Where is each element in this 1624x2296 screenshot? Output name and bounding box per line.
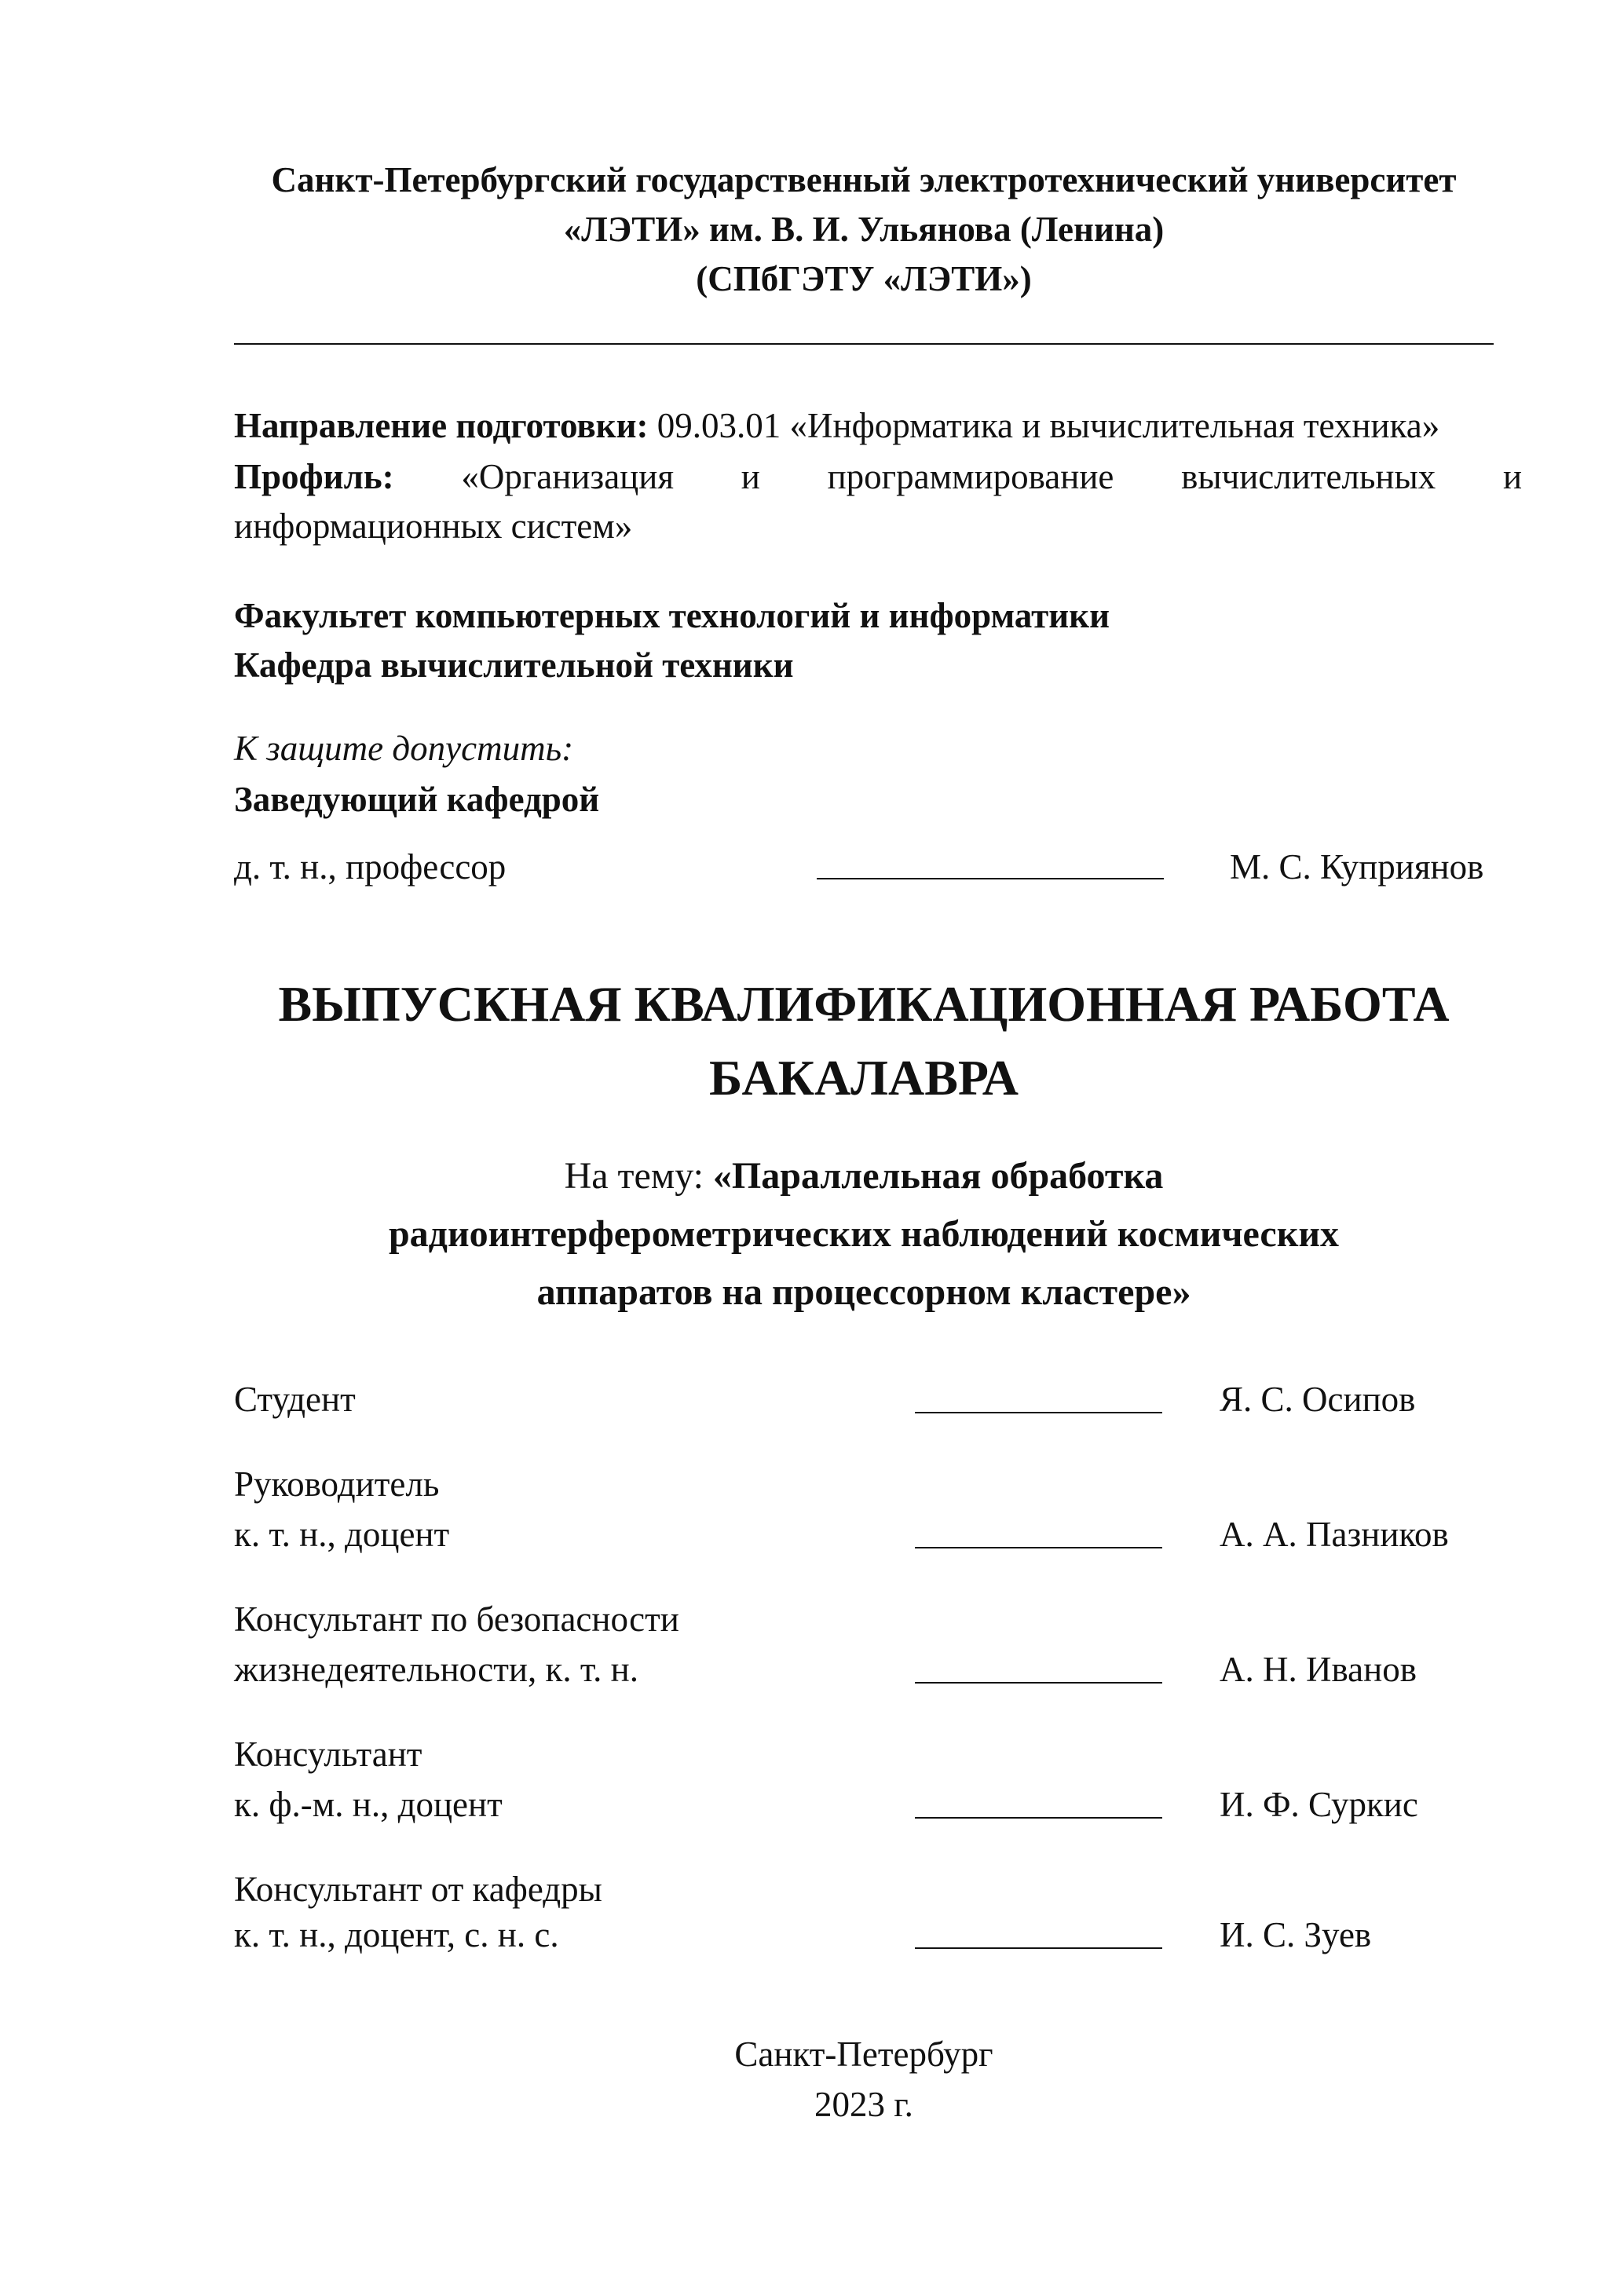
university-name-line2: «ЛЭТИ» им. В. И. Ульянова (Ленина) [563,210,1165,249]
signatory-degree: жизнедеятельности, к. т. н. [234,1650,638,1689]
city: Санкт-Петербург [734,2035,993,2074]
profile-line [234,452,1522,502]
profile-line-2: информационных систем» [234,506,633,546]
faculty-name: Факультет компьютерных технологий и информатики [234,596,1110,635]
signatory-degree: к. ф.-м. н., доцент [234,1785,503,1824]
safety-consultant-signature-line [915,1682,1162,1684]
work-title-line2: БАКАЛАВРА [708,1050,1019,1106]
signatory-name: Я. С. Осипов [1220,1380,1416,1419]
consultant-signature-line [915,1817,1162,1819]
profile-word: и [1502,457,1523,496]
signatory-degree: к. т. н., доцент [234,1515,450,1554]
signatory-role: Консультант по безопасности [234,1600,679,1639]
admit-role: Заведующий кафедрой [234,780,600,819]
admit-label: К защите допустить: [234,729,574,768]
profile-label: Профиль: [234,457,394,496]
signatory-role: Консультант от кафедры [234,1870,602,1909]
theme-line3: аппаратов на процессорном кластере» [536,1271,1191,1313]
year: 2023 г. [814,2085,913,2124]
signatory-role: Консультант [234,1735,422,1774]
supervisor-signature-line [915,1547,1162,1548]
signatory-name: И. С. Зуев [1220,1915,1372,1954]
profile-word: программирование [827,457,1114,496]
theme-line1 [234,1151,1494,1201]
profile-word: вычислительных [1181,457,1436,496]
work-title-line1: ВЫПУСКНАЯ КВАЛИФИКАЦИОННАЯ РАБОТА [278,976,1450,1032]
department-name: Кафедра вычислительной техники [234,645,794,685]
theme-prefix: На тему: [564,1155,713,1197]
student-signature-line [915,1412,1162,1413]
profile-word: «Организация [461,457,675,496]
signatory-degree: к. т. н., доцент, с. н. с. [234,1915,559,1954]
header-divider [234,343,1494,345]
direction-label: Направление подготовки: [234,406,649,445]
theme-title-start: «Параллельная обработка [712,1155,1164,1197]
head-degree: д. т. н., профессор [234,847,507,887]
profile-word: и [741,457,760,496]
direction-value: 09.03.01 «Информатика и вычислительная техника» [657,406,1440,445]
theme-line2: радиоинтерферометрических наблюдений космических [388,1213,1340,1255]
direction-line [234,400,1522,451]
signatory-role: Руководитель [234,1464,440,1504]
signatory-name: А. А. Пазников [1220,1515,1449,1554]
signatory-role: Студент [234,1380,356,1419]
head-signature-line [817,878,1164,879]
signatory-name: И. Ф. Суркис [1220,1785,1418,1824]
head-name: М. С. Куприянов [1230,847,1484,887]
university-name: Санкт-Петербургский государственный электротехнический университет [271,160,1457,199]
signatory-name: А. Н. Иванов [1220,1650,1417,1689]
department-consultant-signature-line [915,1947,1162,1949]
university-abbreviation: (СПбГЭТУ «ЛЭТИ») [696,259,1032,298]
